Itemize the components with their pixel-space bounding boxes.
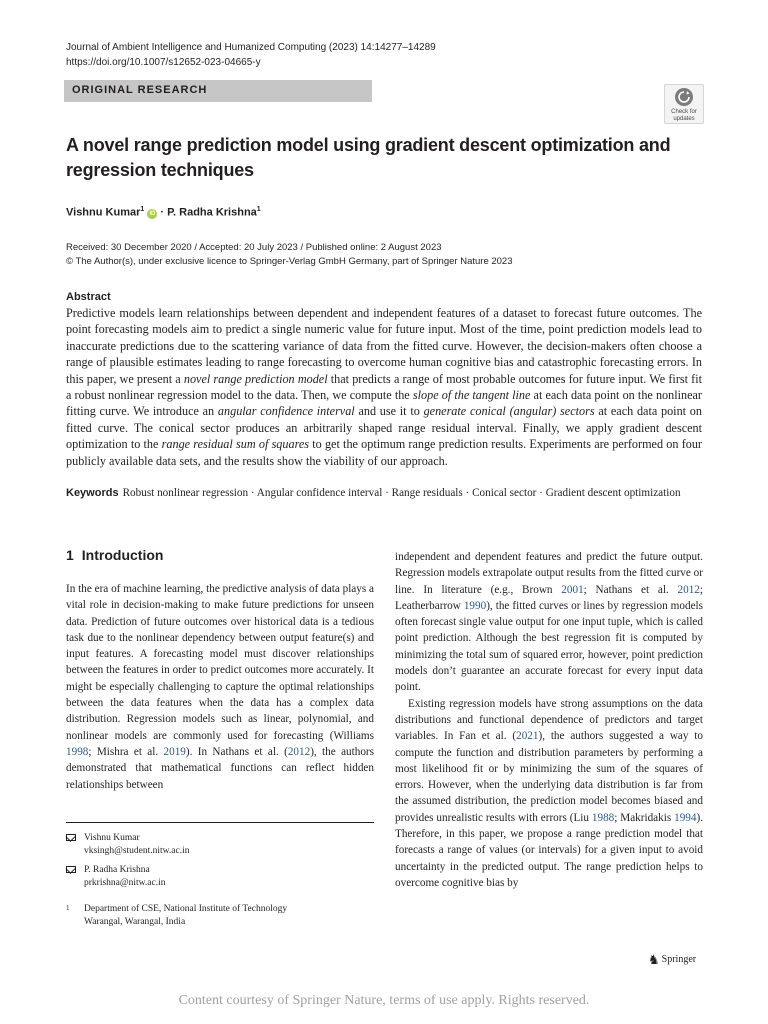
article-title: A novel range prediction model using gradient descent optimization and regression techniques	[66, 135, 671, 180]
check-updates-text-1: Check for	[671, 109, 697, 115]
springer-horse-icon: ♞	[648, 952, 660, 967]
journal-citation: Journal of Ambient Intelligence and Humanized Computing (2023) 14:14277–14289	[66, 42, 436, 53]
orcid-icon[interactable]: iD	[149, 210, 156, 217]
affiliation-number: 1	[66, 904, 70, 912]
affiliation-footnote	[66, 903, 366, 929]
body-column-left: In the era of machine learning, the predictive analysis of data plays a vital role in decision-making to make future predictions for unseen data. Prediction of future outcomes over historical data is a tedious task due to the nonlinear dependency between output feature(s) and input features. A forecasting model must discover relationships between the features in order to predict outcomes more accurately. It might be especially challenging to capture the optimal relationships between the data features when the data has a complex data distribution. Regression models such as linear, polynomial, and nonlinear models are commonly used for forecasting (Williams 1998; Mishra et al. 2019). In Nathans et al. (2012), the authors demonstrated that mathematical functions can reflect hidden relationships between	[66, 583, 375, 791]
envelope-icon	[66, 834, 76, 841]
copyright-line: © The Author(s), under exclusive licence to Springer-Verlag GmbH Germany, part of Springer Nature 2023	[66, 256, 513, 267]
author-separator: ·	[157, 206, 168, 219]
citation-link[interactable]: 1994	[674, 811, 697, 824]
check-updates-icon	[675, 88, 693, 106]
author-list	[66, 202, 261, 221]
article-dates: Received: 30 December 2020 / Accepted: 20 July 2023 / Published online: 2 August 2023	[66, 242, 442, 253]
citation-link[interactable]: 2021	[516, 730, 539, 743]
publisher-name: Springer	[661, 954, 697, 965]
paragraph: Existing regression models have strong assumptions on the data distributions and functional dependence of predictors and target variables. In Fan et al. (2021), the authors suggested a way to compute the function and distribution parameters by performing a most likelihood fit or by minimizing the sum of the squares of errors. However, when the underlying data distribution is far from the assumed distribution, the prediction model becomes biased and provides unrealistic results with errors (Liu 1988; Makridakis 1994). Therefore, in this paper, we propose a range prediction model that forecasts a range of values (or intervals) for a given input to avoid uncertainty in the predicted output. The range prediction helps to overcome cognitive bias by	[395, 697, 703, 889]
author-name[interactable]: P. Radha Krishna	[167, 206, 257, 219]
citation-link[interactable]: 2012	[287, 745, 311, 758]
affiliation-line: Warangal, Warangal, India	[84, 917, 186, 927]
section-heading-introduction: 1 Introduction	[66, 547, 164, 563]
check-for-updates-badge[interactable]	[664, 84, 704, 124]
abstract-heading: Abstract	[66, 291, 111, 303]
citation-link[interactable]: 1990	[463, 599, 487, 612]
footnote-author-name: P. Radha Krishna	[84, 865, 150, 875]
footnote-author-name: Vishnu Kumar	[84, 833, 140, 843]
affiliation-marker: 1	[256, 206, 261, 213]
publisher-logo	[648, 952, 696, 968]
author-footnote	[66, 864, 366, 890]
body-column-right	[395, 549, 703, 891]
citation-link[interactable]: 1998	[66, 745, 89, 758]
citation-link[interactable]: 1988	[591, 811, 615, 824]
paragraph: independent and dependent features and predict the future output. Regression models extrapolate output results from the fitted curve or line. In literature (e.g., Brown 2001; Nathans et al. 2012; Leatherbarrow 1990), the fitted curves or lines by regression models often forecast single value output for one input tuple, which is called point prediction. Although the best regression fit is computed by minimizing the total sum of squared error, however, point prediction models don’t guarantee an accurate forecast for every input data point.	[395, 551, 703, 694]
keywords-list: Robust nonlinear regression · Angular confidence interval · Range residuals · Conical sector · Gradient descent optimization	[122, 487, 681, 499]
footnote-email[interactable]: prkrishna@nitw.ac.in	[84, 878, 166, 888]
keywords	[66, 485, 702, 501]
citation-link[interactable]: 2019	[163, 745, 186, 758]
author-name[interactable]: Vishnu Kumar	[66, 206, 141, 219]
citation-link[interactable]: 2001	[561, 583, 584, 596]
affiliation-marker: 1	[140, 206, 145, 213]
citation-link[interactable]: 2012	[677, 583, 700, 596]
abstract-text: Predictive models learn relationships between dependent and independent features of a dataset to forecast future outcomes. The point forecasting models aim to predict a single numeric value for future input. Most of the time, point prediction models lead to inaccurate predictions due to the scattering variance of data from the fitted curve. However, the decision-makers often choose a range of plausible estimates leading to range forecasting to overcome human cognitive bias and catastrophic forecasting errors. In this paper, we present a novel range prediction model that predicts a range of most probable outcomes for future input. We first fit a robust nonlinear regression model to the data. Then, we compute the slope of the tangent line at each data point on the nonlinear fitting curve. We introduce an angular confidence interval and use it to generate conical (angular) sectors at each data point on fitted curve. The conical sector produces an arbitrarily shaped range residual interval. Finally, we apply gradient descent optimization to the range residual sum of squares to get the optimum range prediction results. Experiments are performed on four publicly available data sets, and the results show the viability of our approach.	[66, 306, 702, 468]
courtesy-notice: Content courtesy of Springer Nature, terms of use apply. Rights reserved.	[178, 993, 590, 1008]
check-updates-text-2: updates	[673, 116, 695, 122]
affiliation-line: Department of CSE, National Institute of Technology	[84, 904, 288, 914]
envelope-icon	[66, 866, 76, 873]
doi-link[interactable]: https://doi.org/10.1007/s12652-023-04665-y	[66, 57, 261, 68]
corresponding-author-footnote	[66, 832, 366, 858]
keywords-heading: Keywords	[66, 487, 119, 499]
footnote-email[interactable]: vksingh@student.nitw.ac.in	[84, 846, 190, 856]
footnote-divider	[66, 822, 374, 823]
article-type-label: ORIGINAL RESEARCH	[72, 84, 208, 96]
